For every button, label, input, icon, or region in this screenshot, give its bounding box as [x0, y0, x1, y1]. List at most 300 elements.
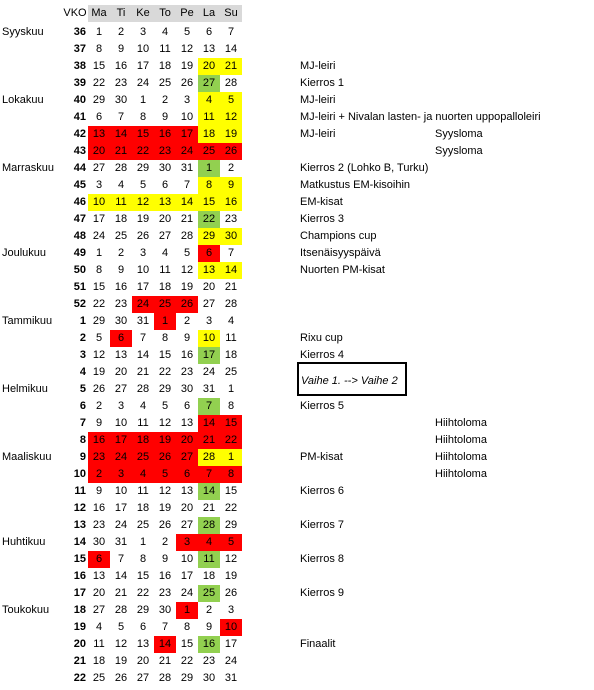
day-cell-sun: 25 — [224, 366, 238, 378]
day-cell-fri: 20 — [176, 432, 198, 449]
week-number: 44 — [73, 162, 86, 174]
day-cell-tue: 9 — [117, 43, 125, 55]
phase-annotation-text: Vaihe 1. --> Vaihe 2 — [301, 375, 398, 387]
day-cell-sun: 16 — [220, 194, 242, 211]
day-cell-tue: 28 — [114, 162, 128, 174]
day-cell-thu: 13 — [154, 194, 176, 211]
day-cell-sat: 24 — [202, 366, 216, 378]
day-cell-wed: 27 — [136, 672, 150, 684]
day-cell-fri: 29 — [180, 672, 194, 684]
week-number: 38 — [73, 60, 86, 72]
week-number: 45 — [73, 179, 86, 191]
day-cell-sun: 18 — [224, 349, 238, 361]
day-header-sun: Su — [220, 5, 242, 22]
month-label: Toukokuu — [2, 604, 50, 616]
day-cell-sat: 18 — [198, 126, 220, 143]
day-cell-fri: 30 — [180, 383, 194, 395]
day-cell-sat: 27 — [202, 298, 216, 310]
day-cell-mon: 26 — [92, 383, 106, 395]
day-cell-tue: 19 — [114, 655, 128, 667]
day-cell-tue: 17 — [114, 502, 128, 514]
day-cell-mon: 4 — [95, 621, 103, 633]
day-cell-thu: 12 — [158, 417, 172, 429]
day-cell-thu: 19 — [154, 432, 176, 449]
day-cell-mon: 6 — [88, 551, 110, 568]
day-cell-mon: 8 — [95, 264, 103, 276]
event-note: Rixu cup — [300, 332, 343, 344]
day-cell-tue: 14 — [114, 570, 128, 582]
day-cell-fri: 3 — [183, 94, 191, 106]
day-cell-sun: 5 — [220, 534, 242, 551]
day-cell-fri: 23 — [180, 366, 194, 378]
week-row — [0, 636, 594, 653]
day-cell-fri: 9 — [183, 332, 191, 344]
event-note: Kierros 8 — [300, 553, 345, 565]
day-cell-mon: 23 — [88, 449, 110, 466]
day-cell-sun: 12 — [220, 109, 242, 126]
day-cell-thu: 2 — [161, 536, 169, 548]
day-cell-thu: 5 — [161, 400, 169, 412]
day-cell-wed: 22 — [136, 587, 150, 599]
week-number: 3 — [79, 349, 86, 361]
day-cell-thu: 27 — [158, 230, 172, 242]
day-cell-thu: 8 — [161, 332, 169, 344]
holiday-note: Hiihtoloma — [435, 434, 487, 446]
day-cell-mon: 22 — [92, 77, 106, 89]
day-cell-tue: 30 — [114, 94, 128, 106]
day-cell-mon: 18 — [92, 655, 106, 667]
week-row — [0, 653, 594, 670]
event-note: Kierros 6 — [300, 485, 345, 497]
day-cell-tue: 3 — [117, 400, 125, 412]
day-cell-sun: 15 — [224, 485, 238, 497]
week-row — [0, 245, 594, 262]
day-cell-thu: 12 — [158, 485, 172, 497]
day-cell-fri: 22 — [180, 655, 194, 667]
day-cell-mon: 17 — [92, 213, 106, 225]
event-note: Finaalit — [300, 638, 336, 650]
day-cell-sat: 31 — [202, 383, 216, 395]
week-row — [0, 398, 594, 415]
day-cell-sun: 7 — [227, 26, 235, 38]
day-cell-sun: 31 — [224, 672, 238, 684]
phase-annotation-box — [297, 362, 407, 396]
day-cell-tue: 24 — [110, 449, 132, 466]
day-cell-thu: 6 — [161, 179, 169, 191]
week-number: 19 — [73, 621, 86, 633]
day-cell-mon: 20 — [92, 587, 106, 599]
month-label: Tammikuu — [2, 315, 53, 327]
day-cell-sat: 13 — [198, 262, 220, 279]
week-number: 12 — [73, 502, 86, 514]
day-cell-sun: 14 — [220, 262, 242, 279]
week-number: 13 — [73, 519, 86, 531]
day-cell-sat: 3 — [205, 315, 213, 327]
day-cell-wed: 4 — [139, 400, 147, 412]
day-cell-wed: 25 — [132, 449, 154, 466]
day-cell-sun: 8 — [227, 400, 235, 412]
day-cell-thu: 9 — [161, 111, 169, 123]
holiday-note: Hiihtoloma — [435, 468, 487, 480]
day-cell-wed: 17 — [136, 60, 150, 72]
day-cell-tue: 5 — [117, 621, 125, 633]
day-cell-sun: 28 — [224, 77, 238, 89]
day-cell-wed: 3 — [139, 247, 147, 259]
week-row — [0, 483, 594, 500]
event-note: Kierros 3 — [300, 213, 345, 225]
day-cell-mon: 16 — [92, 502, 106, 514]
day-cell-fri: 12 — [180, 43, 194, 55]
day-cell-sat: 16 — [198, 636, 220, 653]
day-cell-fri: 8 — [183, 621, 191, 633]
week-number: 22 — [73, 672, 86, 684]
day-cell-mon: 13 — [88, 126, 110, 143]
day-cell-sun: 24 — [224, 655, 238, 667]
week-number: 39 — [73, 77, 86, 89]
week-number: 6 — [79, 400, 86, 412]
day-cell-sat: 14 — [198, 483, 220, 500]
day-cell-sat: 29 — [198, 228, 220, 245]
day-cell-thu: 4 — [161, 26, 169, 38]
week-number: 4 — [79, 366, 86, 378]
day-cell-sat: 18 — [202, 570, 216, 582]
day-cell-wed: 11 — [137, 485, 149, 497]
day-cell-tue: 13 — [114, 349, 128, 361]
day-cell-sat: 9 — [205, 621, 213, 633]
day-cell-fri: 2 — [183, 315, 191, 327]
week-row — [0, 568, 594, 585]
week-row — [0, 126, 594, 143]
day-cell-mon: 24 — [92, 230, 106, 242]
day-cell-sat: 22 — [198, 211, 220, 228]
day-cell-thu: 21 — [158, 655, 172, 667]
day-cell-tue: 3 — [110, 466, 132, 483]
day-cell-sun: 23 — [224, 213, 238, 225]
holiday-note: Syysloma — [435, 128, 483, 140]
week-number-header: VKO — [63, 7, 87, 19]
day-cell-tue: 14 — [110, 126, 132, 143]
day-cell-wed: 10 — [136, 43, 150, 55]
week-row — [0, 296, 594, 313]
week-number: 1 — [79, 315, 86, 327]
week-number: 18 — [73, 604, 86, 616]
day-cell-tue: 16 — [114, 60, 128, 72]
day-cell-sun: 29 — [224, 519, 238, 531]
day-cell-mon: 22 — [92, 298, 106, 310]
day-cell-sat: 21 — [198, 432, 220, 449]
week-number: 7 — [79, 417, 86, 429]
week-number: 2 — [79, 332, 86, 344]
day-cell-tue: 21 — [114, 587, 128, 599]
day-cell-sat: 21 — [202, 502, 216, 514]
day-cell-sat: 11 — [198, 551, 220, 568]
day-cell-sun: 21 — [220, 58, 242, 75]
day-cell-sun: 30 — [220, 228, 242, 245]
day-cell-wed: 12 — [132, 194, 154, 211]
day-cell-sat: 28 — [198, 449, 220, 466]
day-cell-mon: 6 — [95, 111, 103, 123]
day-cell-thu: 7 — [161, 621, 169, 633]
day-cell-wed: 1 — [139, 536, 147, 548]
day-cell-tue: 30 — [114, 315, 128, 327]
day-cell-thu: 11 — [159, 43, 171, 55]
day-cell-fri: 16 — [180, 349, 194, 361]
day-cell-sat: 23 — [202, 655, 216, 667]
day-cell-wed: 15 — [136, 570, 150, 582]
day-cell-thu: 30 — [158, 604, 172, 616]
day-cell-thu: 23 — [154, 143, 176, 160]
day-cell-mon: 2 — [88, 466, 110, 483]
day-cell-thu: 26 — [158, 519, 172, 531]
day-cell-sat: 11 — [198, 109, 220, 126]
day-header-mon: Ma — [88, 5, 110, 22]
day-cell-mon: 3 — [95, 179, 103, 191]
day-cell-thu: 25 — [158, 77, 172, 89]
day-cell-thu: 30 — [158, 162, 172, 174]
day-cell-wed: 8 — [139, 111, 147, 123]
day-cell-wed: 26 — [136, 230, 150, 242]
week-row — [0, 585, 594, 602]
day-cell-thu: 28 — [158, 672, 172, 684]
day-cell-thu: 18 — [158, 60, 172, 72]
week-row — [0, 313, 594, 330]
week-row — [0, 619, 594, 636]
day-cell-thu: 23 — [158, 587, 172, 599]
day-cell-fri: 19 — [180, 281, 194, 293]
day-cell-tue: 23 — [114, 298, 128, 310]
day-header-tue: Ti — [110, 5, 132, 22]
week-number: 51 — [73, 281, 86, 293]
event-note: EM-kisat — [300, 196, 343, 208]
week-row — [0, 432, 594, 449]
day-cell-sat: 28 — [198, 517, 220, 534]
day-cell-sun: 26 — [224, 587, 238, 599]
month-label: Huhtikuu — [2, 536, 46, 548]
day-cell-sat: 1 — [198, 160, 220, 177]
day-header-sat: La — [198, 5, 220, 22]
week-row — [0, 58, 594, 75]
week-row — [0, 143, 594, 160]
day-cell-sun: 3 — [227, 604, 235, 616]
day-cell-wed: 6 — [139, 621, 147, 633]
month-label: Maaliskuu — [2, 451, 52, 463]
day-cell-sun: 9 — [220, 177, 242, 194]
day-cell-thu: 1 — [154, 313, 176, 330]
day-cell-tue: 26 — [114, 672, 128, 684]
day-cell-tue: 7 — [117, 553, 125, 565]
day-cell-sat: 15 — [198, 194, 220, 211]
day-cell-sat: 25 — [198, 143, 220, 160]
event-note: Kierros 9 — [300, 587, 345, 599]
day-cell-thu: 11 — [159, 264, 171, 276]
day-cell-wed: 14 — [136, 349, 150, 361]
day-cell-fri: 27 — [176, 449, 198, 466]
week-number: 14 — [73, 536, 86, 548]
day-cell-sat: 10 — [198, 330, 220, 347]
day-cell-tue: 24 — [114, 519, 128, 531]
week-number: 11 — [74, 485, 86, 497]
day-cell-sun: 15 — [220, 415, 242, 432]
day-cell-wed: 8 — [139, 553, 147, 565]
day-cell-sat: 6 — [205, 26, 213, 38]
day-cell-wed: 29 — [136, 604, 150, 616]
day-cell-sun: 4 — [227, 315, 235, 327]
week-row — [0, 500, 594, 517]
holiday-note: Hiihtoloma — [435, 417, 487, 429]
day-cell-sat: 27 — [198, 75, 220, 92]
week-row — [0, 24, 594, 41]
day-cell-mon: 27 — [92, 604, 106, 616]
day-cell-wed: 3 — [139, 26, 147, 38]
day-cell-mon: 19 — [92, 366, 106, 378]
day-cell-sat: 13 — [202, 43, 216, 55]
day-cell-thu: 16 — [154, 126, 176, 143]
day-cell-tue: 12 — [114, 638, 128, 650]
day-cell-fri: 26 — [180, 77, 194, 89]
day-cell-mon: 9 — [95, 417, 103, 429]
day-cell-mon: 13 — [92, 570, 106, 582]
event-note: Kierros 7 — [300, 519, 345, 531]
event-note: Nuorten PM-kisat — [300, 264, 385, 276]
day-cell-thu: 18 — [158, 281, 172, 293]
day-cell-wed: 25 — [136, 519, 150, 531]
week-row — [0, 466, 594, 483]
day-cell-thu: 16 — [158, 570, 172, 582]
day-cell-tue: 9 — [117, 264, 125, 276]
day-cell-wed: 11 — [137, 417, 149, 429]
day-cell-wed: 10 — [136, 264, 150, 276]
day-cell-wed: 29 — [136, 162, 150, 174]
event-note: PM-kisat — [300, 451, 343, 463]
week-number: 17 — [73, 587, 86, 599]
day-cell-mon: 25 — [92, 672, 106, 684]
day-cell-sun: 2 — [227, 162, 235, 174]
day-cell-sat: 2 — [205, 604, 213, 616]
day-cell-mon: 20 — [88, 143, 110, 160]
day-cell-mon: 15 — [92, 60, 106, 72]
event-note: Kierros 4 — [300, 349, 345, 361]
week-row — [0, 670, 594, 687]
day-cell-tue: 21 — [110, 143, 132, 160]
day-cell-wed: 5 — [139, 179, 147, 191]
day-cell-wed: 19 — [136, 213, 150, 225]
day-cell-fri: 5 — [183, 247, 191, 259]
day-cell-sun: 8 — [220, 466, 242, 483]
day-cell-fri: 26 — [176, 296, 198, 313]
day-cell-tue: 28 — [114, 604, 128, 616]
event-note: MJ-leiri — [300, 94, 336, 106]
day-cell-mon: 8 — [95, 43, 103, 55]
day-header-wed: Ke — [132, 5, 154, 22]
week-row — [0, 109, 594, 126]
week-row — [0, 517, 594, 534]
day-cell-tue: 16 — [114, 281, 128, 293]
week-number: 46 — [73, 196, 86, 208]
day-cell-tue: 2 — [117, 247, 125, 259]
day-cell-mon: 27 — [92, 162, 106, 174]
day-cell-mon: 2 — [95, 400, 103, 412]
day-cell-mon: 1 — [95, 247, 103, 259]
day-cell-mon: 16 — [88, 432, 110, 449]
day-cell-tue: 27 — [114, 383, 128, 395]
week-number: 50 — [73, 264, 86, 276]
day-cell-sat: 8 — [198, 177, 220, 194]
day-cell-mon: 12 — [92, 349, 106, 361]
day-cell-fri: 24 — [180, 587, 194, 599]
day-cell-wed: 20 — [136, 655, 150, 667]
week-row — [0, 551, 594, 568]
day-cell-sat: 30 — [202, 672, 216, 684]
week-number: 52 — [73, 298, 86, 310]
day-cell-fri: 28 — [180, 230, 194, 242]
day-cell-tue: 2 — [117, 26, 125, 38]
day-cell-wed: 21 — [136, 366, 150, 378]
day-cell-sun: 21 — [224, 281, 238, 293]
day-cell-thu: 26 — [154, 449, 176, 466]
month-label: Lokakuu — [2, 94, 44, 106]
event-note: MJ-leiri — [300, 60, 336, 72]
week-row — [0, 41, 594, 58]
day-cell-mon: 10 — [88, 194, 110, 211]
day-cell-fri: 31 — [180, 162, 194, 174]
month-label: Marraskuu — [2, 162, 54, 174]
month-label: Joulukuu — [2, 247, 47, 259]
day-cell-sun: 5 — [220, 92, 242, 109]
day-cell-fri: 21 — [180, 213, 194, 225]
day-cell-thu: 25 — [154, 296, 176, 313]
day-cell-thu: 15 — [158, 349, 172, 361]
day-cell-wed: 28 — [136, 383, 150, 395]
day-cell-tue: 20 — [114, 366, 128, 378]
week-row — [0, 194, 594, 211]
day-cell-sun: 22 — [220, 432, 242, 449]
event-note: MJ-leiri — [300, 128, 336, 140]
week-number: 5 — [79, 383, 86, 395]
week-row — [0, 177, 594, 194]
week-number: 41 — [73, 111, 86, 123]
day-cell-mon: 15 — [92, 281, 106, 293]
day-cell-sat: 4 — [198, 534, 220, 551]
event-note: Champions cup — [300, 230, 377, 242]
day-cell-tue: 23 — [114, 77, 128, 89]
week-number: 49 — [73, 247, 86, 259]
week-number: 21 — [73, 655, 86, 667]
day-cell-wed: 31 — [136, 315, 150, 327]
month-label: Syyskuu — [2, 26, 44, 38]
day-cell-sun: 11 — [225, 332, 237, 344]
day-cell-sun: 7 — [227, 247, 235, 259]
day-cell-sun: 14 — [224, 43, 238, 55]
week-row — [0, 228, 594, 245]
week-row — [0, 602, 594, 619]
day-cell-fri: 3 — [176, 534, 198, 551]
month-label: Helmikuu — [2, 383, 48, 395]
day-cell-thu: 14 — [154, 636, 176, 653]
day-cell-sun: 12 — [224, 553, 238, 565]
day-cell-thu: 22 — [158, 366, 172, 378]
day-cell-wed: 15 — [132, 126, 154, 143]
day-cell-wed: 17 — [136, 281, 150, 293]
day-cell-thu: 4 — [161, 247, 169, 259]
event-note: Matkustus EM-kisoihin — [300, 179, 411, 191]
day-cell-fri: 10 — [180, 111, 194, 123]
day-cell-fri: 17 — [176, 126, 198, 143]
day-cell-fri: 6 — [176, 466, 198, 483]
day-cell-sun: 1 — [227, 383, 235, 395]
day-cell-mon: 11 — [93, 638, 105, 650]
day-cell-sat: 20 — [198, 58, 220, 75]
week-number: 36 — [73, 26, 86, 38]
